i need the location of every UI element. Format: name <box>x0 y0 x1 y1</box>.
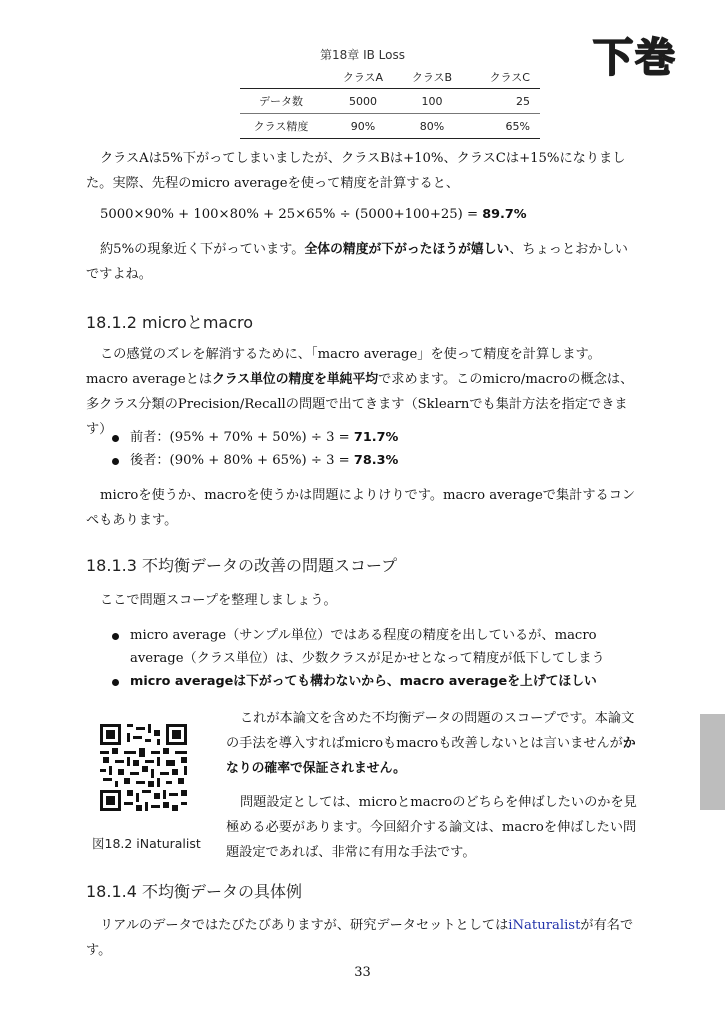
p6-emphasis: かなりの確率で保証されません。 <box>226 736 636 776</box>
list-item <box>98 670 638 693</box>
paragraph-result-change: クラスAは5%下がってしまいましたが、クラスBは+10%、クラスCは+15%になりました。実際、先程のmicro averageを使って精度を計算すると、 <box>86 151 626 191</box>
table-cell: 90% <box>322 114 404 139</box>
bullet-icon <box>112 633 119 640</box>
bullet-result: 71.7% <box>353 430 399 445</box>
bullet-text: micro averageは下がっても構わないから、macro averageを上げてほしい <box>130 674 597 689</box>
table-row-label: データ数 <box>240 89 322 114</box>
table-header-cell: クラスC <box>489 71 530 84</box>
table-cell: 80% <box>404 114 460 139</box>
bullet-icon <box>112 435 119 442</box>
section-heading-micro-macro: 18.1.2 microとmacro <box>86 313 254 332</box>
bullet-result: 78.3% <box>353 453 399 468</box>
section-heading-scope: 18.1.3 不均衡データの改善の問題スコープ <box>86 556 398 575</box>
p3-emphasis: クラス単位の精度を単純平均 <box>212 372 379 387</box>
qr-code-icon <box>100 724 187 811</box>
table-row-label: クラス精度 <box>240 114 322 139</box>
formula-text: 5000×90% + 100×80% + 25×65% ÷ (5000+100+25) = <box>100 207 483 222</box>
list-item <box>98 624 638 670</box>
bullet-text: micro average（サンプル単位）ではある程度の精度を出しているが、macro average（クラス単位）は、少数クラスが足かせとなって精度が低下してしまう <box>130 628 605 666</box>
bullet-icon <box>112 458 119 465</box>
table-row <box>240 89 540 114</box>
paragraph-accuracy-drop <box>86 237 640 287</box>
table-row <box>240 114 540 139</box>
page-number: 33 <box>354 965 371 980</box>
table-header-cell: クラスA <box>342 71 384 84</box>
paragraph-micro-or-macro: microを使うか、macroを使うかは問題によりけりです。macro averageで集計するコンペもあります。 <box>86 488 636 528</box>
p2-text-a: 約5%の現象近く下がっています。 <box>100 242 305 257</box>
table-header-cell <box>240 66 322 89</box>
paragraph-inaturalist <box>86 913 640 963</box>
table-header-row <box>240 66 540 89</box>
bullet-icon <box>112 679 119 686</box>
p2-text-c: 、ちょっとおかしいですよね。 <box>86 242 628 282</box>
ib-loss-table <box>240 66 540 139</box>
list-item <box>98 426 638 449</box>
p2-emphasis: 全体の精度が下がったほうが嬉しい <box>304 242 510 257</box>
table-cell: 25 <box>480 89 540 114</box>
paragraph-scope-intro: ここで問題スコープを整理しましょう。 <box>100 593 337 608</box>
table-cell: 5000 <box>322 89 404 114</box>
formula-result: 89.7% <box>482 207 527 222</box>
bullet-list-scope <box>98 624 638 693</box>
formula-micro-average <box>100 202 654 227</box>
chapter-side-tab <box>700 714 725 810</box>
p3-text-c: で求めます。このmicro/macroの概念は、多クラス分類のPrecision/Recallの問題で出てきます（Sklearnでも集計方法を指定できます） <box>86 372 634 437</box>
paragraph-scope-summary <box>226 706 640 781</box>
table-cell: 65% <box>480 114 540 139</box>
section-heading-example: 18.1.4 不均衡データの具体例 <box>86 882 302 901</box>
bullet-text: 前者：(95% + 70% + 50%) ÷ 3 = <box>130 430 354 445</box>
table-cell: 100 <box>404 89 460 114</box>
p6-text-a: これが本論文を含めた不均衡データの問題のスコープです。本論文の手法を導入すればmicroもmacroも改善しないとは言いませんが <box>226 711 635 751</box>
volume-badge: 下巻 <box>593 35 677 81</box>
table-header-cell: クラスB <box>411 71 453 84</box>
inaturalist-link[interactable]: iNaturalist <box>508 918 581 933</box>
list-item <box>98 449 638 472</box>
figure-caption: 図18.2 iNaturalist <box>92 836 201 851</box>
p8-text-c: が有名です。 <box>86 918 634 958</box>
p8-text-a: リアルのデータではたびたびありますが、研究データセットとしては <box>100 918 509 933</box>
bullet-text: 後者：(90% + 80% + 65%) ÷ 3 = <box>130 453 354 468</box>
paragraph-problem-setting: 問題設定としては、microとmacroのどちらを伸ばしたいのかを見極める必要があります。今回紹介する論文は、macroを伸ばしたい問題設定であれば、非常に有用な手法です。 <box>226 795 637 860</box>
bullet-list-results <box>98 426 638 472</box>
p3-text-a: この感覚のズレを解消するために、「macro average」を使って精度を計算します。macro averageとは <box>86 347 601 387</box>
chapter-header: 第18章 IB Loss <box>320 48 405 62</box>
